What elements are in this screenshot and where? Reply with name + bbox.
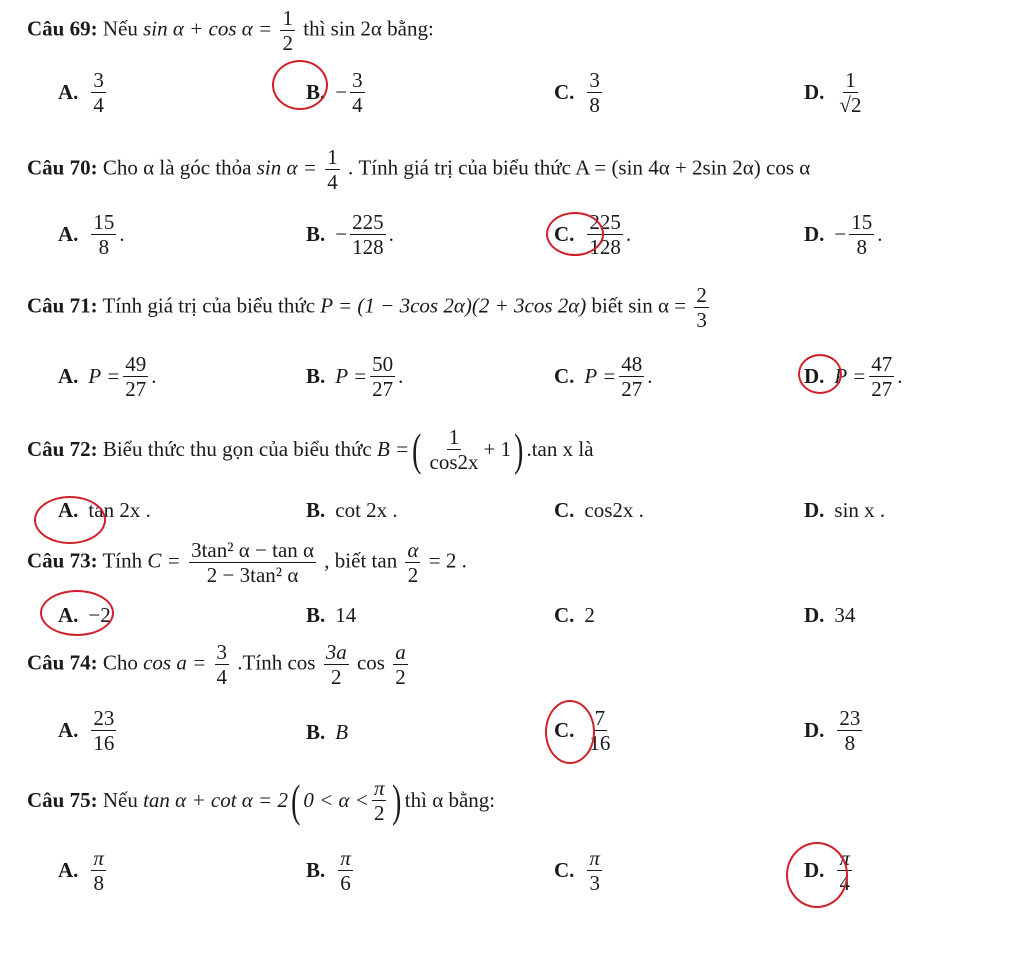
- question-73: Câu 73: Tính C = $\frac{\text{3tan² α − tan α}}{\text{2 − 3tan² α}}$ , biết tan $\frac{\alpha}{2}$ = 2 .: [27, 538, 467, 588]
- option-74-a[interactable]: A. $\frac{23}{16}$: [58, 706, 115, 756]
- option-71-c[interactable]: C. P = $\frac{48}{27}$ .: [554, 352, 653, 402]
- option-75-c[interactable]: C. $\frac{\pi}{3}$: [554, 846, 600, 896]
- option-70-d[interactable]: D. − $\frac{15}{8}$ .: [804, 210, 883, 260]
- option-74-d[interactable]: D. $\frac{23}{8}$: [804, 706, 861, 756]
- question-71: Câu 71: Tính giá trị của biểu thức P = (1 − 3cos 2α)(2 + 3cos 2α) biết sin α = $\frac{2}{3}$: [27, 283, 707, 333]
- option-70-b[interactable]: B. − $\frac{225}{128}$ .: [306, 210, 394, 260]
- option-70-c[interactable]: C. $\frac{225}{128}$ .: [554, 210, 632, 260]
- option-71-b[interactable]: B. P = $\frac{50}{27}$ .: [306, 352, 404, 402]
- option-73-c[interactable]: C. 2: [554, 603, 595, 627]
- option-69-d[interactable]: D. $\frac{1}{√2}$: [804, 68, 862, 118]
- option-73-d[interactable]: D. 34: [804, 603, 856, 627]
- option-70-a[interactable]: A. $\frac{15}{8}$ .: [58, 210, 125, 260]
- question-72: Câu 72: Biểu thức thu gọn của biểu thức B = ( $\frac{1}{\cos 2x}$ + 1 ) .tan x là: [27, 423, 594, 475]
- option-71-a[interactable]: A. P = $\frac{49}{27}$ .: [58, 352, 157, 402]
- option-73-a[interactable]: A. −2: [58, 603, 111, 627]
- option-69-c[interactable]: C. $\frac{3}{8}$: [554, 68, 600, 118]
- option-74-c[interactable]: C. $\frac{7}{16}$: [554, 706, 611, 756]
- option-72-d[interactable]: D. sin x .: [804, 498, 886, 522]
- option-75-a[interactable]: A. $\frac{\pi}{8}$: [58, 846, 104, 896]
- option-72-a[interactable]: A. tan 2x .: [58, 498, 151, 522]
- option-69-a[interactable]: A. $\frac{3}{4}$: [58, 68, 104, 118]
- question-label: Câu 69:: [27, 16, 98, 41]
- option-74-b[interactable]: B. B: [306, 720, 349, 744]
- question-74: Câu 74: Cho cos a = $\frac{3}{4}$ .Tính cos $\frac{3a}{2}$ cos $\frac{a}{2}$: [27, 640, 406, 690]
- question-70: Câu 70: Cho α là góc thỏa sin α = $\frac{1}{4}$ . Tính giá trị của biểu thức A = (sin 4α + 2sin 2α) cos α: [27, 145, 811, 195]
- option-72-b[interactable]: B. cot 2x .: [306, 498, 398, 522]
- option-71-d[interactable]: D. P = $\frac{47}{27}$ .: [804, 352, 903, 402]
- option-75-d[interactable]: D. $\frac{\pi}{4}$: [804, 846, 850, 896]
- option-73-b[interactable]: B. 14: [306, 603, 357, 627]
- option-69-b[interactable]: B. − $\frac{3}{4}$: [306, 68, 363, 118]
- option-72-c[interactable]: C. cos2x .: [554, 498, 644, 522]
- question-69: Câu 69: Nếu sin α + cos α = $\frac{1}{2}$ thì sin 2α bằng:: [27, 6, 434, 56]
- option-75-b[interactable]: B. $\frac{\pi}{6}$: [306, 846, 351, 896]
- question-75: Câu 75: Nếu tan α + cot α = 2 ( 0 < α < $\frac{\pi}{2}$ ) thì α bằng:: [27, 774, 496, 826]
